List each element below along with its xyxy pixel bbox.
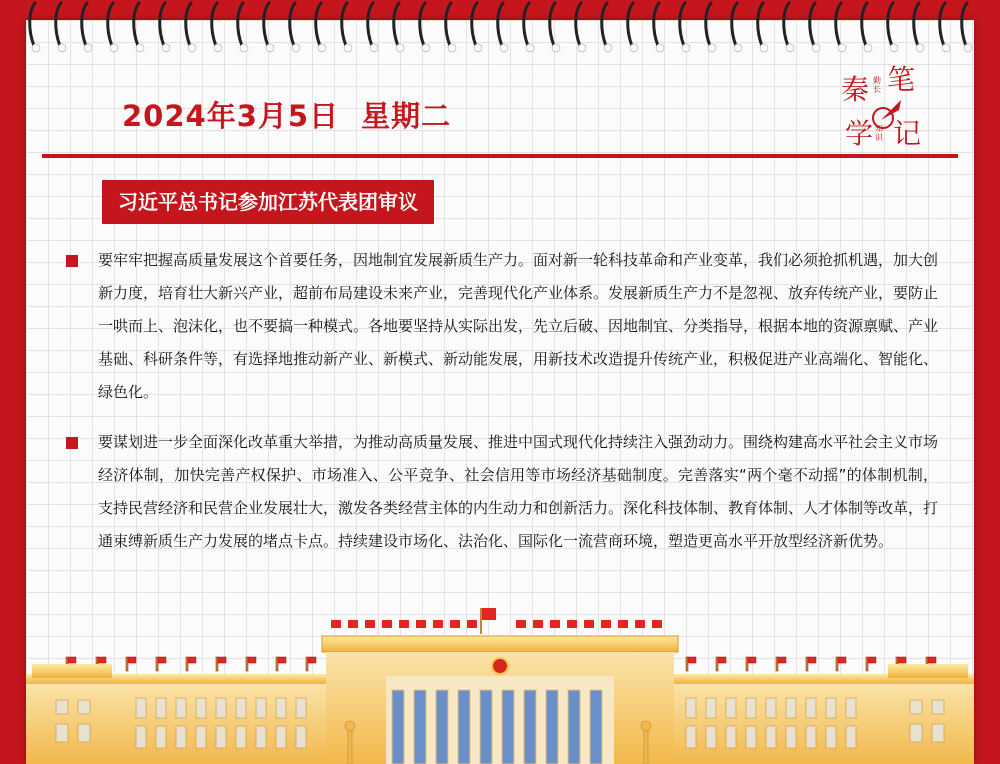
paragraph-2: [98, 426, 938, 558]
paragraph-1-text: 要牢牢把握高质量发展这个首要任务，因地制宜发展新质生产力。面对新一轮科技革命和产业变革，我们必须抢抓机遇，加大创新力度，培育壮大新兴产业，超前布局建设未来产业，完善现代化产业体系。发展新质生产力不是忽视、放弃传统产业，要防止一哄而上、泡沫化，也不要搞一种模式。各地要坚持从实际出发，先立后破、因地制宜、分类指导，根据本地的资源禀赋、产业基础、科研条件等，有选择地推动新产业、新模式、新动能发展，用新技术改造提升传统产业，积极促进产业高端化、智能化、绿色化。: [98, 251, 939, 401]
paragraph-2-text: 要谋划进一步全面深化改革重大举措，为推动高质量发展、推进中国式现代化持续注入强劲动力。围绕构建高水平社会主义市场经济体制，加快完善产权保护、市场准入、公平竞争、社会信用等市场经济基础制度。完善落实“两个毫不动摇”的体制机制，支持民营经济和民营企业发展壮大，激发各类经营主体的内生动力和创新活力。深化科技体制、教育体制、人才体制等改革，打通束缚新质生产力发展的堵点卡点。持续建设市场化、法治化、国际化一流营商环境，塑造更高水平开放型经济新优势。: [98, 433, 939, 550]
date-text: 2024年3月5日: [122, 99, 340, 133]
header-divider: [42, 154, 958, 158]
bullet-square-icon: [66, 437, 78, 449]
section-title: 习近平总书记参加江苏代表团审议: [102, 180, 434, 224]
page-date: [122, 94, 451, 135]
logo-char-2: 笔: [887, 63, 916, 96]
logo-char-4: 记: [893, 117, 922, 150]
logo-small-bottom: 知识: [875, 124, 883, 142]
bullet-square-icon: [66, 255, 78, 267]
great-hall-of-the-people-icon: [26, 580, 974, 764]
notebook-page: [26, 20, 974, 764]
weekday-text: 星期二: [361, 99, 452, 133]
logo-char-1: 秦: [841, 73, 870, 106]
logo-small-top: 勤长: [873, 76, 881, 94]
qin-bi-xue-ji-logo: [841, 62, 951, 166]
spiral-binding: [26, 0, 974, 56]
logo-char-3: 学: [845, 117, 874, 150]
compass-pen-icon: [865, 96, 905, 136]
paragraph-1: [98, 244, 938, 409]
